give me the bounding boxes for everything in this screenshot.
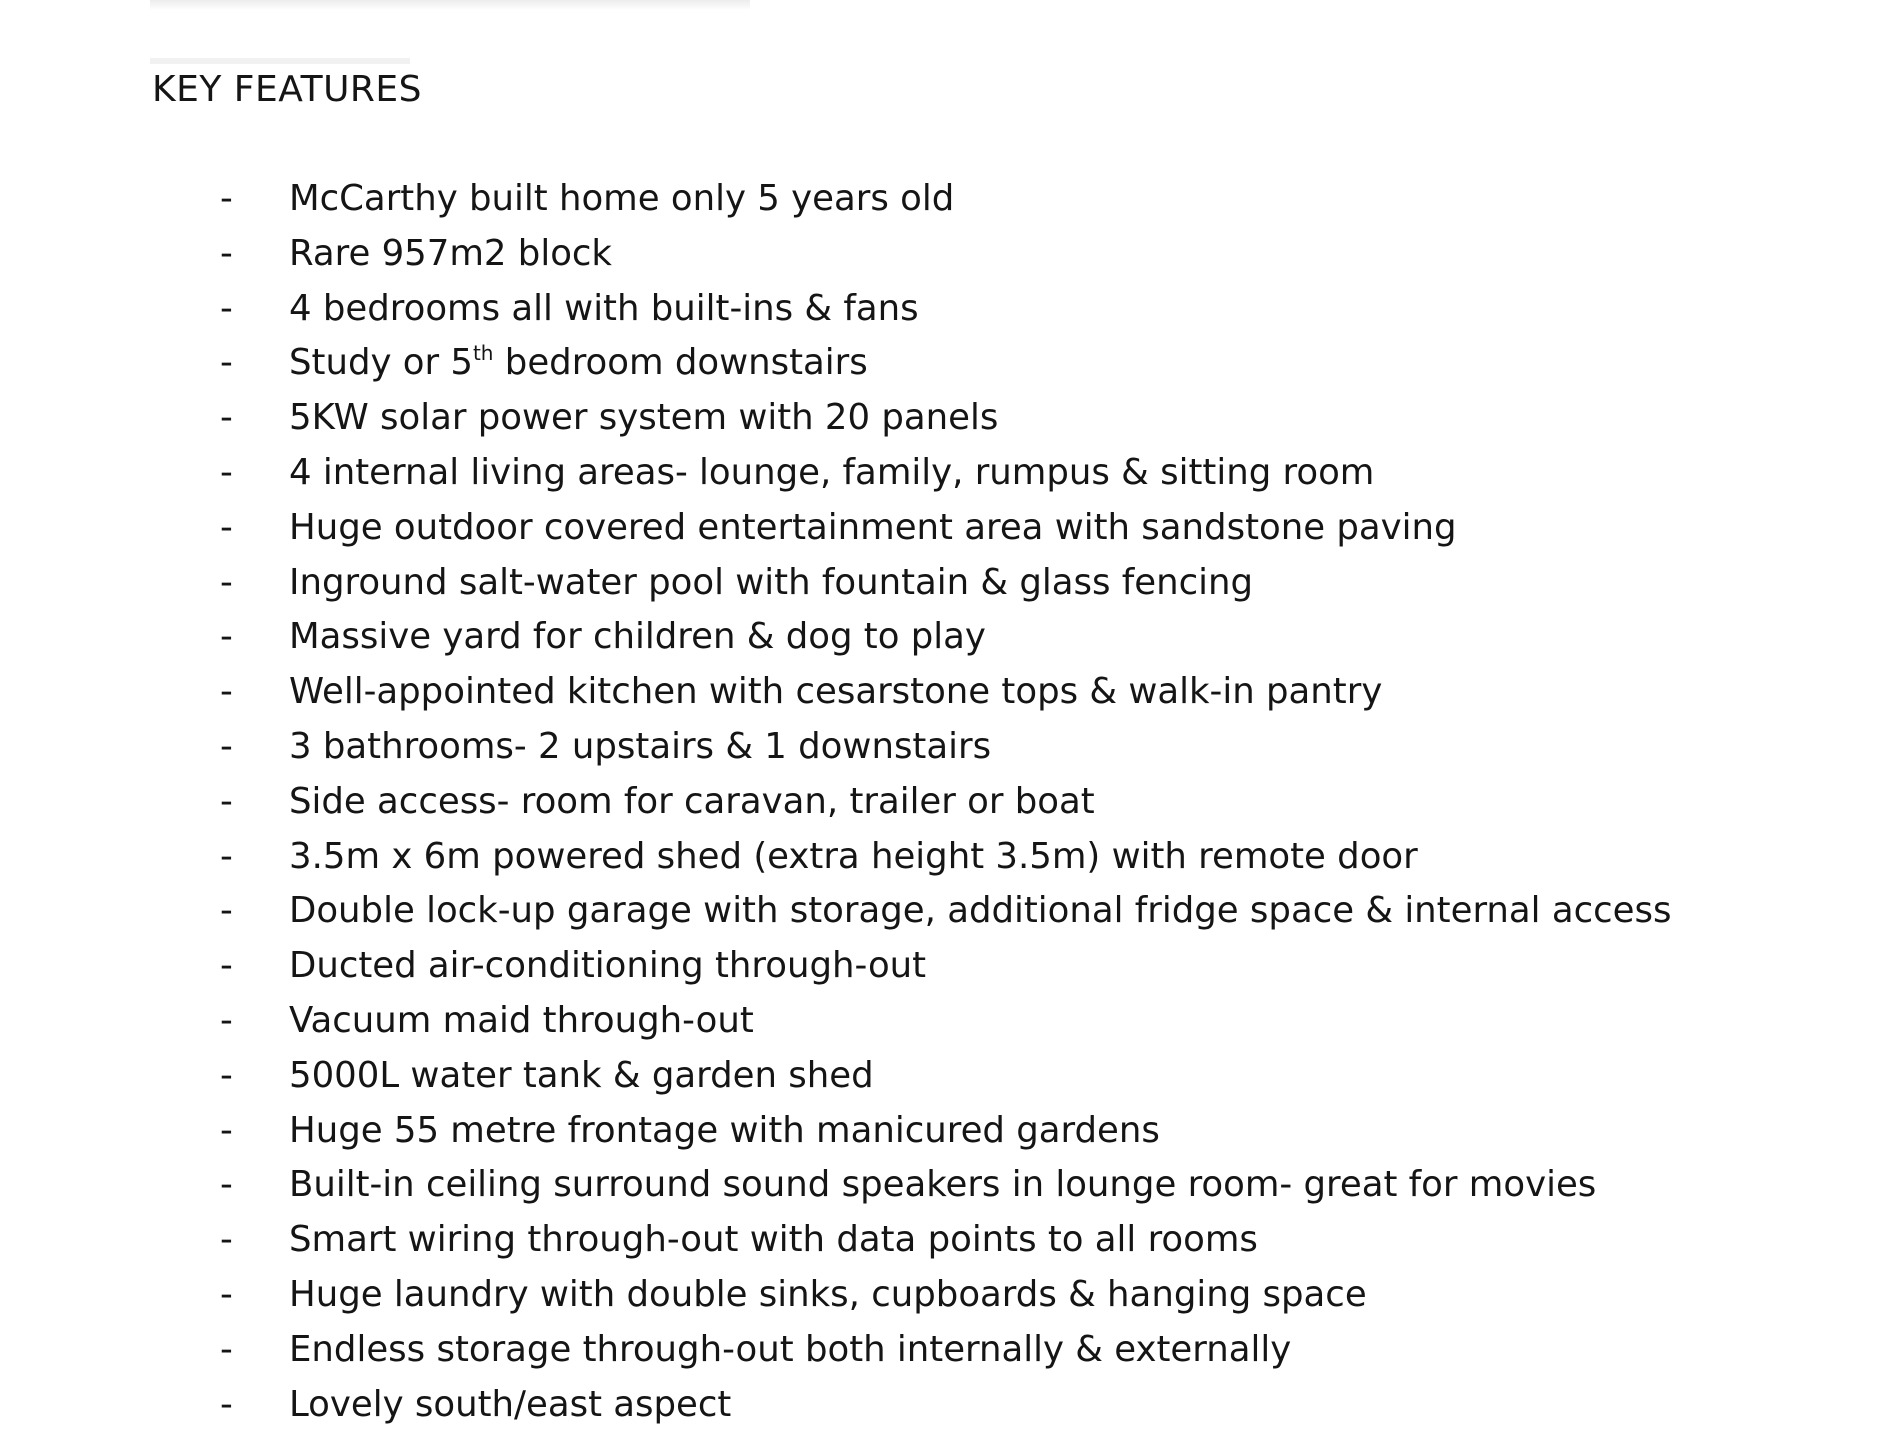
bullet-dash: - — [220, 999, 233, 1041]
bullet-dash: - — [220, 1109, 233, 1151]
bullet-dash: - — [220, 451, 233, 493]
feature-text: Double lock-up garage with storage, additional fridge space & internal access — [289, 890, 1672, 932]
feature-text: Huge outdoor covered entertainment area with sandstone paving — [289, 506, 1457, 548]
feature-text: Huge 55 metre frontage with manicured gardens — [289, 1109, 1160, 1151]
bullet-dash: - — [220, 616, 233, 658]
feature-text: McCarthy built home only 5 years old — [289, 178, 955, 219]
bullet-dash: - — [220, 1328, 233, 1370]
bullet-dash: - — [220, 945, 233, 987]
feature-text: Inground salt-water pool with fountain & glass fencing — [289, 561, 1254, 603]
bullet-dash: - — [220, 1219, 233, 1261]
bullet-dash: - — [220, 1054, 233, 1096]
feature-text: 3.5m x 6m powered shed (extra height 3.5m) with remote door — [289, 835, 1418, 877]
feature-text: 4 internal living areas- lounge, family, rumpus & sitting room — [289, 451, 1375, 493]
bullet-dash: - — [220, 890, 233, 932]
feature-text: 4 bedrooms all with built-ins & fans — [289, 287, 919, 329]
feature-text: Ducted air-conditioning through-out — [289, 945, 927, 987]
feature-text: 5000L water tank & garden shed — [289, 1054, 874, 1096]
feature-text-part: Study or 5 — [289, 342, 473, 384]
bullet-dash: - — [220, 835, 233, 877]
feature-text: Rare 957m2 block — [289, 232, 612, 274]
bullet-dash: - — [220, 178, 233, 219]
feature-text: Smart wiring through-out with data points to all rooms — [289, 1219, 1258, 1261]
bullet-dash: - — [220, 725, 233, 767]
feature-text-part: bedroom downstairs — [493, 342, 868, 384]
bullet-dash: - — [220, 780, 233, 822]
feature-text: Endless storage through-out both internally & externally — [289, 1328, 1292, 1370]
page-top-edge — [150, 0, 750, 10]
feature-text: Huge laundry with double sinks, cupboards & hanging space — [289, 1273, 1367, 1315]
bullet-dash: - — [220, 561, 233, 603]
bullet-dash: - — [220, 232, 233, 274]
feature-text: Lovely south/east aspect — [289, 1383, 732, 1425]
feature-text: Built-in ceiling surround sound speakers in lounge room- great for movies — [289, 1164, 1597, 1206]
bullet-dash: - — [220, 342, 233, 384]
bullet-dash: - — [220, 1383, 233, 1425]
faint-text-line — [150, 58, 410, 64]
bullet-dash: - — [220, 287, 233, 329]
feature-text: 5KW solar power system with 20 panels — [289, 397, 999, 439]
feature-text: Well-appointed kitchen with cesarstone tops & walk-in pantry — [289, 671, 1383, 713]
feature-text — [289, 336, 868, 391]
bullet-dash: - — [220, 397, 233, 439]
key-features-heading: KEY FEATURES — [152, 69, 423, 110]
feature-text: Massive yard for children & dog to play — [289, 616, 986, 658]
ordinal-suffix: th — [472, 341, 494, 366]
feature-text: Side access- room for caravan, trailer or boat — [289, 780, 1095, 822]
bullet-dash: - — [220, 1164, 233, 1206]
bullet-dash: - — [220, 506, 233, 548]
bullet-dash: - — [220, 671, 233, 713]
feature-text: Vacuum maid through-out — [289, 999, 754, 1041]
bullet-dash: - — [220, 1273, 233, 1315]
feature-text: 3 bathrooms- 2 upstairs & 1 downstairs — [289, 725, 992, 767]
